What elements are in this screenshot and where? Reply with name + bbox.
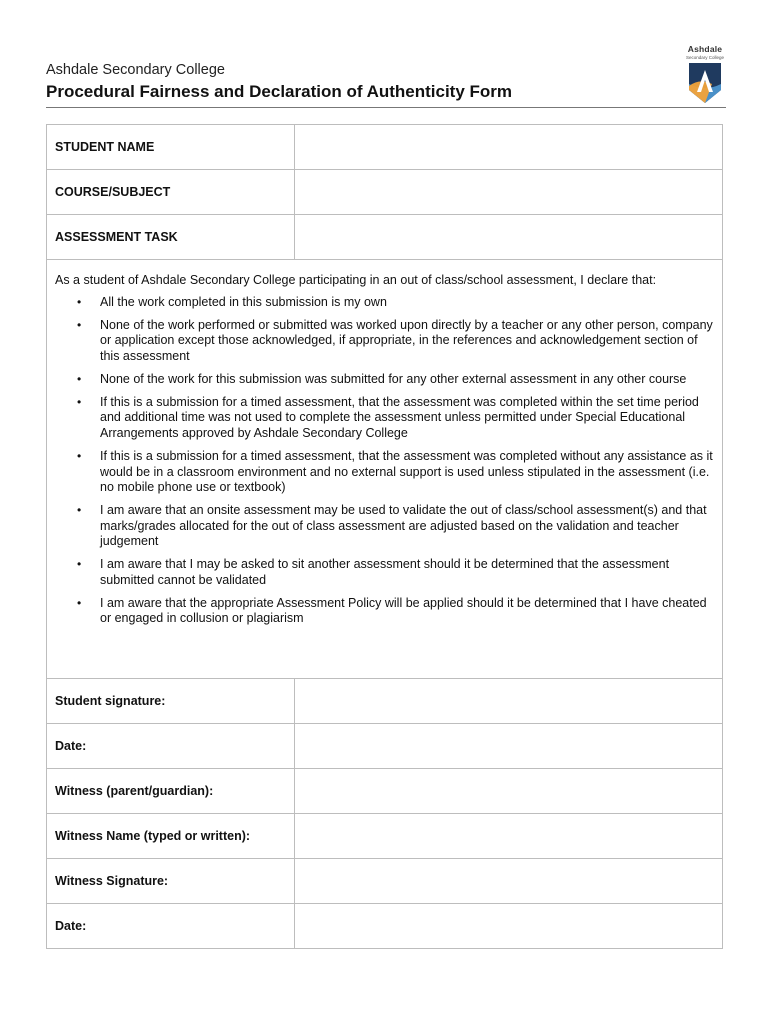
signature-table [46, 678, 723, 949]
course-subject-label: COURSE/SUBJECT [47, 170, 295, 215]
student-name-field[interactable] [295, 125, 723, 170]
student-details-table [46, 124, 723, 260]
date-field[interactable] [295, 724, 723, 769]
header-divider [46, 107, 726, 108]
course-subject-field[interactable] [295, 170, 723, 215]
list-item: • If this is a submission for a timed assessment, that the assessment was completed without any assistance as it would be in a classroom environment and no external support is used unless stipulated in the assessment (i.e. no mobile phone use or textbook) [55, 449, 714, 496]
table-row [47, 679, 723, 724]
school-name: Ashdale Secondary College [46, 62, 225, 78]
witness-name-label: Witness Name (typed or written): [47, 814, 295, 859]
table-row [47, 814, 723, 859]
witness-date-field[interactable] [295, 904, 723, 949]
declaration-section [46, 259, 723, 678]
witness-date-label: Date: [47, 904, 295, 949]
witness-name-field[interactable] [295, 814, 723, 859]
witness-parent-label: Witness (parent/guardian): [47, 769, 295, 814]
declaration-intro: As a student of Ashdale Secondary College participating in an out of class/school assessment, I declare that: [55, 273, 657, 287]
shield-icon [688, 62, 722, 104]
form-header [46, 62, 726, 102]
witness-parent-field[interactable] [295, 769, 723, 814]
school-logo [683, 44, 727, 108]
table-row [47, 904, 723, 949]
student-name-label: STUDENT NAME [47, 125, 295, 170]
student-signature-label: Student signature: [47, 679, 295, 724]
form-title: Procedural Fairness and Declaration of Authenticity Form [46, 82, 513, 101]
witness-signature-label: Witness Signature: [47, 859, 295, 904]
date-label: Date: [47, 724, 295, 769]
table-row [47, 859, 723, 904]
list-item: • None of the work performed or submitted was worked upon directly by a teacher or any other person, company or application except those acknowledged, if appropriate, in the references and acknowledgement section of this assessment [55, 318, 714, 365]
declaration-list [55, 295, 714, 627]
student-signature-field[interactable] [295, 679, 723, 724]
table-row [47, 724, 723, 769]
witness-signature-field[interactable] [295, 859, 723, 904]
table-row [47, 170, 723, 215]
list-item: • All the work completed in this submission is my own [55, 295, 714, 311]
logo-subtitle: Secondary College [685, 55, 725, 60]
table-row [47, 125, 723, 170]
assessment-task-field[interactable] [295, 215, 723, 260]
list-item: • I am aware that an onsite assessment may be used to validate the out of class/school assessment(s) and that marks/grades allocated for the out of class assessment are adjusted based on the validation and teacher judgement [55, 503, 714, 550]
table-row [47, 215, 723, 260]
list-item: • None of the work for this submission was submitted for any other external assessment in any other course [55, 372, 714, 388]
assessment-task-label: ASSESSMENT TASK [47, 215, 295, 260]
table-row [47, 769, 723, 814]
list-item: • If this is a submission for a timed assessment, that the assessment was completed within the set time period and additional time was not used to complete the assessment unless permitted under Special Educational Arrangements approved by Ashdale Secondary College [55, 395, 714, 442]
list-item: • I am aware that the appropriate Assessment Policy will be applied should it be determined that I have cheated or engaged in collusion or plagiarism [55, 596, 714, 627]
logo-name: Ashdale [687, 44, 723, 54]
list-item: • I am aware that I may be asked to sit another assessment should it be determined that the assessment submitted cannot be validated [55, 557, 714, 588]
